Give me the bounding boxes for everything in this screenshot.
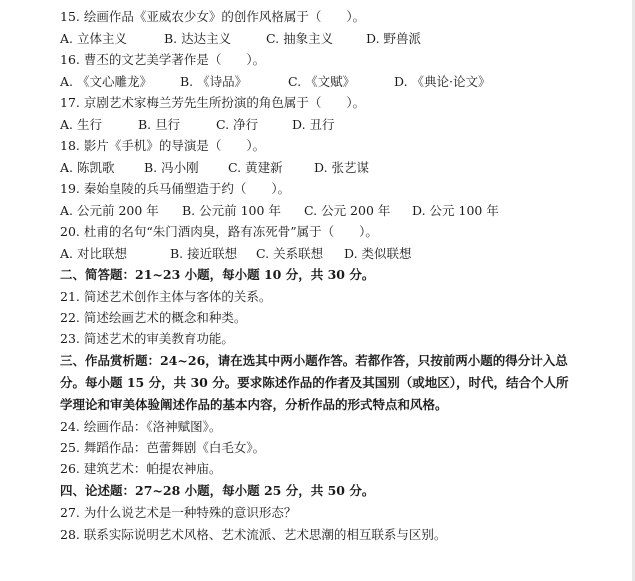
question-17-stem: 17. 京剧艺术家梅兰芳先生所扮演的角色属于（ ）。	[60, 95, 366, 110]
option-c: C. 关系联想	[256, 246, 324, 261]
option-c: C. 净行	[216, 117, 259, 132]
section-3-heading-line-3: 学理论和审美体验阐述作品的基本内容，分析作品的形式特点和风格。	[60, 397, 448, 412]
option-d: D. 类似联想	[344, 246, 412, 261]
section-4-heading: 四、论述题：27~28 小题，每小题 25 分，共 50 分。	[60, 483, 375, 498]
option-c: C. 公元 200 年	[304, 203, 391, 218]
option-a: A. 立体主义	[60, 31, 127, 46]
question-21: 21. 简述艺术创作主体与客体的关系。	[60, 289, 272, 304]
question-26: 26. 建筑艺术：帕提农神庙。	[60, 461, 222, 476]
option-a: A. 《文心雕龙》	[60, 74, 152, 89]
question-24: 24. 绘画作品：《洛神赋图》。	[60, 419, 222, 434]
question-22: 22. 简述绘画艺术的概念和种类。	[60, 310, 247, 325]
question-15-stem: 15. 绘画作品《亚威农少女》的创作风格属于（ ）。	[60, 9, 366, 24]
question-27: 27. 为什么说艺术是一种特殊的意识形态？	[60, 505, 297, 520]
option-a: A. 公元前 200 年	[60, 203, 159, 218]
option-a: A. 生行	[60, 117, 102, 132]
option-c: C. 黄建新	[228, 160, 283, 175]
option-d: D. 野兽派	[366, 31, 422, 46]
option-d: D. 公元 100 年	[412, 203, 499, 218]
question-19-stem: 19. 秦始皇陵的兵马俑塑造于约（ ）。	[60, 181, 291, 196]
option-b: B. 公元前 100 年	[182, 203, 281, 218]
option-a: A. 陈凯歌	[60, 160, 115, 175]
question-25: 25. 舞蹈作品：芭蕾舞剧《白毛女》。	[60, 440, 266, 455]
option-a: A. 对比联想	[60, 246, 127, 261]
question-20-stem: 20. 杜甫的名句“朱门酒肉臭，路有冻死骨”属于（ ）。	[60, 224, 378, 239]
option-d: D. 《典论·论文》	[394, 74, 491, 89]
option-b: B. 接近联想	[170, 246, 238, 261]
option-b: B. 冯小刚	[144, 160, 199, 175]
section-3-heading-line-2: 分。每小题 15 分，共 30 分。要求陈述作品的作者及其国别（或地区），时代，结合个人所	[60, 375, 569, 390]
question-23: 23. 简述艺术的审美教育功能。	[60, 331, 234, 346]
question-28: 28. 联系实际说明艺术风格、艺术流派、艺术思潮的相互联系与区别。	[60, 527, 447, 542]
option-c: C. 抽象主义	[266, 31, 334, 46]
section-2-heading: 二、简答题：21~23 小题，每小题 10 分，共 30 分。	[60, 267, 375, 282]
question-16-stem: 16. 曹丕的文艺美学著作是（ ）。	[60, 52, 266, 67]
option-b: B. 《诗品》	[180, 74, 248, 89]
option-b: B. 旦行	[138, 117, 181, 132]
option-d: D. 丑行	[292, 117, 335, 132]
option-b: B. 达达主义	[164, 31, 232, 46]
option-c: C. 《文赋》	[288, 74, 356, 89]
option-d: D. 张艺谋	[314, 160, 370, 175]
section-3-heading-line-1: 三、作品赏析题：24~26，请在选其中两小题作答。若都作答，只按前两小题的得分计入总	[60, 353, 568, 368]
question-18-stem: 18. 影片《手机》的导演是（ ）。	[60, 138, 266, 153]
